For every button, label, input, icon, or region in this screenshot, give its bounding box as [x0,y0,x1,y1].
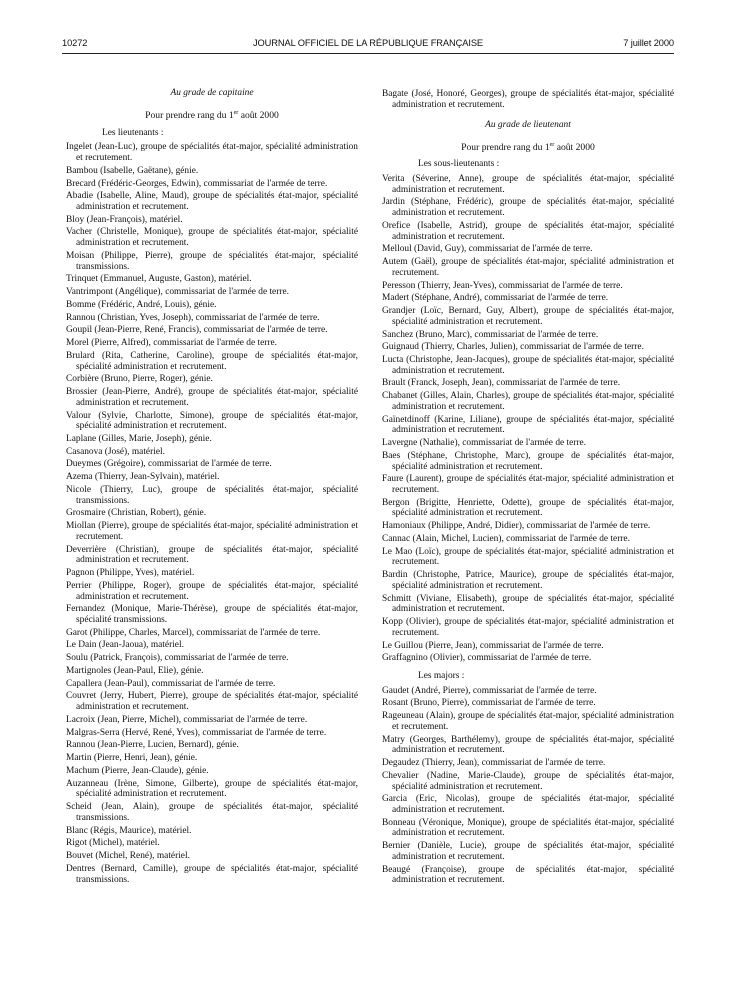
list-item: Madert (Stéphane, André), commissariat de l'armée de terre. [382,293,609,304]
list-item: Bergon (Brigitte, Henriette, Odette), groupe de spécialités état-major, spécialité administration et recrutement. [382,497,674,519]
list-item: Chevalier (Nadine, Marie-Claude), groupe de spécialités état-major, spécialité administration et recrutement. [382,770,674,792]
list-item: Ingelet (Jean-Luc), groupe de spécialités état-major, spécialité administration et recrutement. [66,142,358,163]
list-item: Scheid (Jean, Alain), groupe de spécialités état-major, spécialité transmissions. [66,802,358,823]
list-item: Goupil (Jean-Pierre, René, Francis), commissariat de l'armée de terre. [66,325,328,336]
list-item: Orefice (Isabelle, Astrid), groupe de spécialités état-major, spécialité administration et recrutement. [382,220,674,242]
rank-date-line [382,140,674,154]
list-item: Casanova (José), matériel. [66,446,165,457]
page-number: 10272 [62,38,88,48]
list-item: Auzanneau (Irène, Simone, Gilberte), groupe de spécialités état-major, spécialité administration et recrutement. [66,778,358,800]
grade-heading-capitaine: Au grade de capitaine [170,88,254,98]
list-item: Schmitt (Viviane, Elisabeth), groupe de spécialités état-major, spécialité administration et recrutement. [382,593,674,615]
list-item: Abadie (Isabelle, Aline, Maud), groupe de spécialités état-major, spécialité administration et recrutement. [66,191,358,212]
list-item: Miollan (Pierre), groupe de spécialités état-major, spécialité administration et recrutement. [66,521,358,542]
list-item: Le Mao (Loïc), groupe de spécialités état-major, spécialité administration et recrutement. [382,546,674,568]
list-item: Capallera (Jean-Paul), commissariat de l'armée de terre. [66,678,276,689]
issue-date: 7 juillet 2000 [623,38,674,48]
list-item: Garcia (Eric, Nicolas), groupe de spécialités état-major, spécialité administration et recrutement. [382,794,674,816]
list-item: Vacher (Christelle, Monique), groupe de spécialités état-major, spécialité administration et recrutement. [66,227,358,249]
list-item: Martin (Pierre, Henri, Jean), génie. [66,753,198,764]
list-item: Peresson (Thierry, Jean-Yves), commissariat de l'armée de terre. [382,280,623,291]
list-item: Machum (Pierre, Jean-Claude), génie. [66,765,209,776]
right-column [382,89,674,888]
rank-date-text: Pour prendre rang du 1 [461,142,550,154]
list-item: Nicole (Thierry, Luc), groupe de spécialités état-major, spécialité transmissions. [66,484,358,506]
list-item: Bardin (Christophe, Patrice, Maurice), groupe de spécialités état-major, spécialité administration et recrutement. [382,570,674,591]
list-item: Le Dain (Jean-Jaoua), matériel. [66,640,184,651]
list-item: Perrier (Philippe, Roger), groupe de spécialités état-major, spécialité administration et recrutement. [66,580,358,602]
list-item: Bambou (Isabelle, Gaëtane), génie. [66,165,199,176]
list-item: Cannac (Alain, Michel, Lucien), commissariat de l'armée de terre. [382,533,630,544]
list-item: Verita (Séverine, Anne), groupe de spécialités état-major, spécialité administration et recrutement. [382,174,674,195]
list-item: Grosmaire (Christian, Robert), génie. [66,508,207,519]
list-item: Graffagnino (Olivier), commissariat de l'armée de terre. [382,653,592,664]
list-item: Lacroix (Jean, Pierre, Michel), commissariat de l'armée de terre. [66,714,308,725]
list-item: Garot (Philippe, Charles, Marcel), commissariat de l'armée de terre. [66,627,321,638]
list-item: Sanchez (Bruno, Marc), commissariat de l'armée de terre. [382,329,599,340]
list-item: Corbière (Bruno, Pierre, Roger), génie. [66,374,213,385]
rank-date-rest: août 2000 [554,142,595,154]
list-item: Pagnon (Philippe, Yves), matériel. [66,568,195,579]
list-item: Couvret (Jerry, Hubert, Pierre), groupe de spécialités état-major, spécialité administration et recrutement. [66,691,358,713]
list-item: Faure (Laurent), groupe de spécialités état-major, spécialité administration et recrutement. [382,474,674,496]
rank-date-text: Pour prendre rang du 1 [145,110,234,122]
list-item: Rageuneau (Alain), groupe de spécialités état-major, spécialité administration et recrutement. [382,711,674,732]
subheading-sous-lieutenants: Les sous-lieutenants : [418,159,500,170]
list-item: Morel (Pierre, Alfred), commissariat de l'armée de terre. [66,338,277,349]
header-rule [62,53,674,54]
list-item: Lavergne (Nathalie), commissariat de l'armée de terre. [382,438,587,449]
grade-heading-lieutenant: Au grade de lieutenant [485,119,571,130]
list-item: Bagate (José, Honoré, Georges), groupe de spécialités état-major, spécialité administration et recrutement. [382,89,674,110]
list-item: Jardin (Stéphane, Frédéric), groupe de spécialités état-major, spécialité administration et recrutement. [382,197,674,219]
list-item: Rosant (Bruno, Pierre), commissariat de l'armée de terre. [382,698,596,709]
list-item: Melloul (David, Guy), commissariat de l'armée de terre. [382,244,593,255]
list-item: Beaugé (Françoise), groupe de spécialités état-major, spécialité administration et recrutement. [382,864,674,886]
journal-title: JOURNAL OFFICIEL DE LA RÉPUBLIQUE FRANÇAISE [252,38,484,48]
list-item: Bloy (Jean-François), matériel. [66,214,183,225]
list-item: Bonneau (Véronique, Monique), groupe de spécialités état-major, spécialité administration et recrutement. [382,817,674,839]
list-item: Trinquet (Emmanuel, Auguste, Gaston), matériel. [66,274,252,285]
rank-date-ordinal: er [549,141,555,148]
rank-date-ordinal: er [233,110,239,117]
list-item: Martignoles (Jean-Paul, Elie), génie. [66,665,204,676]
list-item: Bomme (Frédéric, André, Louis), génie. [66,299,217,310]
list-item: Soulu (Patrick, François), commissariat de l'armée de terre. [66,653,289,664]
list-item: Rannou (Jean-Pierre, Lucien, Bernard), génie. [66,740,239,751]
page-header [62,38,674,52]
list-item: Rigot (Michel), matériel. [66,838,160,849]
list-item: Azema (Thierry, Jean-Sylvain), matériel. [66,472,220,483]
list-item: Guignaud (Thierry, Charles, Julien), commissariat de l'armée de terre. [382,342,644,353]
list-item: Blanc (Régis, Maurice), matériel. [66,825,192,836]
promotion-list-sous-lieutenants [382,174,674,664]
list-item: Bouvet (Michel, René), matériel. [66,851,190,862]
list-item: Fernandez (Monique, Marie-Thérèse), groupe de spécialités état-major, spécialité transmissions. [66,604,358,625]
list-item: Moisan (Philippe, Pierre), groupe de spécialités état-major, spécialité transmissions. [66,250,358,272]
list-item: Le Guillou (Pierre, Jean), commissariat de l'armée de terre. [382,640,604,651]
list-item: Autem (Gaël), groupe de spécialités état-major, spécialité administration et recrutement. [382,257,674,278]
list-item: Kopp (Olivier), groupe de spécialités état-major, spécialité administration et recrutement. [382,617,674,638]
list-item: Grandjer (Loïc, Bernard, Guy, Albert), groupe de spécialités état-major, spécialité administration et recrutement. [382,306,674,327]
list-item: Matry (Georges, Barthélemy), groupe de spécialités état-major, spécialité administration et recrutement. [382,734,674,756]
left-column [66,88,358,887]
list-item: Bernier (Danièle, Lucie), groupe de spécialités état-major, spécialité administration et recrutement. [382,841,674,862]
list-item: Gaudet (André, Pierre), commissariat de l'armée de terre. [382,685,597,696]
promotion-list-majors [382,686,674,886]
promotion-list-continued [382,89,674,110]
list-item: Brossier (Jean-Pierre, André), groupe de spécialités état-major, spécialité administration et recrutement. [66,387,358,408]
list-item: Gaïnetdinoff (Karine, Liliane), groupe de spécialités état-major, spécialité administration et recrutement. [382,414,674,436]
list-item: Valour (Sylvie, Charlotte, Simone), groupe de spécialités état-major, spécialité administration et recrutement. [66,410,358,432]
list-item: Rannou (Christian, Yves, Joseph), commissariat de l'armée de terre. [66,312,320,323]
list-item: Vantrimpont (Angélique), commissariat de l'armée de terre. [66,287,289,298]
rank-date-line [66,108,358,122]
subheading-lieutenants: Les lieutenants : [102,127,164,138]
list-item: Brault (Franck, Joseph, Jean), commissariat de l'armée de terre. [382,378,621,389]
list-item: Dueymes (Grégoire), commissariat de l'armée de terre. [66,459,272,470]
list-item: Brecard (Frédéric-Georges, Edwin), commissariat de l'armée de terre. [66,178,328,189]
list-item: Hamoniaux (Philippe, André, Didier), commissariat de l'armée de terre. [382,521,651,532]
list-item: Brulard (Rita, Catherine, Caroline), groupe de spécialités état-major, spécialité administration et recrutement. [66,350,358,372]
list-item: Baes (Stéphane, Christophe, Marc), groupe de spécialités état-major, spécialité administration et recrutement. [382,450,674,472]
list-item: Dentres (Bernard, Camille), groupe de spécialités état-major, spécialité transmissions. [66,863,358,885]
subheading-majors: Les majors : [418,671,465,681]
list-item: Deverrière (Christian), groupe de spécialités état-major, spécialité administration et recrutement. [66,544,358,566]
rank-date-rest: août 2000 [238,110,279,122]
list-item: Laplane (Gilles, Marie, Joseph), génie. [66,433,212,444]
list-item: Degaudez (Thierry, Jean), commissariat de l'armée de terre. [382,758,606,769]
promotion-list-lieutenants [66,142,358,885]
list-item: Lucta (Christophe, Jean-Jacques), groupe de spécialités état-major, spécialité administration et recrutement. [382,355,674,376]
list-item: Malgras-Serra (Hervé, René, Yves), commissariat de l'armée de terre. [66,727,327,738]
list-item: Chabanet (Gilles, Alain, Charles), groupe de spécialités état-major, spécialité administration et recrutement. [382,391,674,412]
